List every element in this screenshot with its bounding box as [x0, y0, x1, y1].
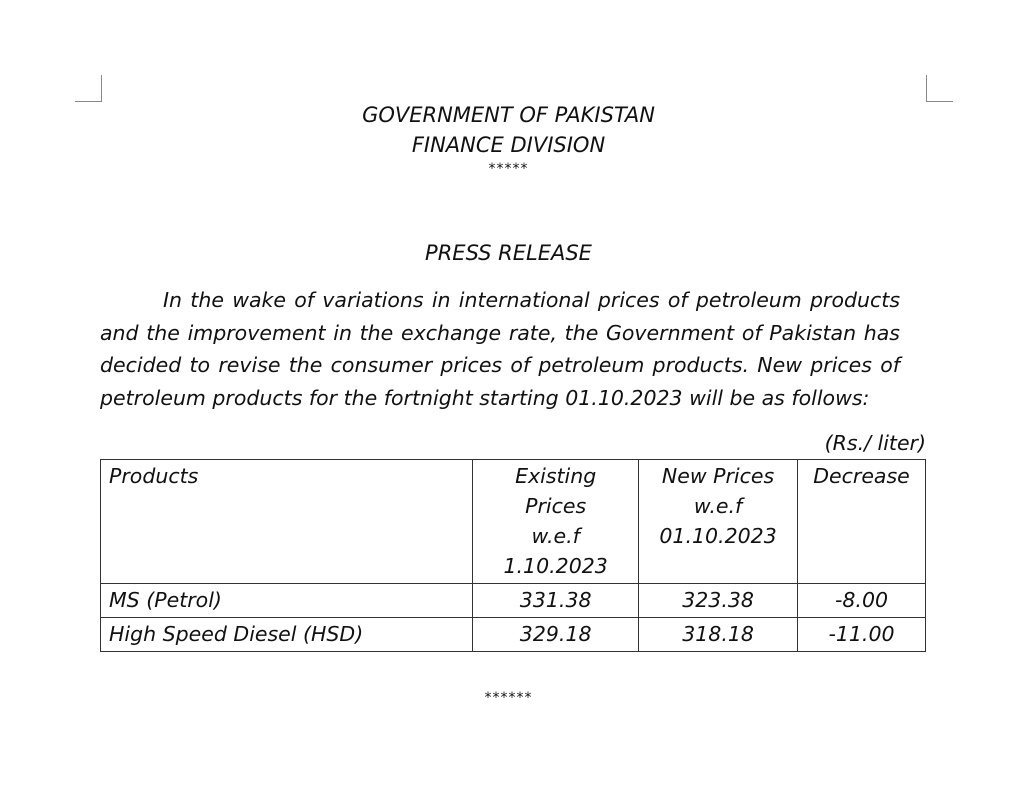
unit-note: (Rs./ liter) — [824, 431, 926, 455]
product-name: MS (Petrol) — [101, 584, 473, 618]
new-price: 318.18 — [639, 618, 798, 652]
letterhead — [0, 100, 1017, 178]
product-name: High Speed Diesel (HSD) — [101, 618, 473, 652]
press-release-title: PRESS RELEASE — [425, 241, 592, 265]
margin-corner-mark-right — [926, 75, 953, 102]
price-table — [100, 459, 926, 652]
price-decrease: -11.00 — [798, 618, 926, 652]
table-header-row — [101, 460, 926, 584]
header-products: Products — [101, 460, 473, 584]
header-existing-prices: Existing Prices w.e.f 1.10.2023 — [473, 460, 639, 584]
division-heading: FINANCE DIVISION — [411, 133, 606, 157]
table-row — [101, 618, 926, 652]
footer-separator-stars: ****** — [484, 690, 533, 706]
header-separator-stars: ***** — [488, 161, 529, 177]
government-heading: GOVERNMENT OF PAKISTAN — [362, 103, 655, 127]
existing-price: 331.38 — [473, 584, 639, 618]
header-decrease: Decrease — [798, 460, 926, 584]
existing-price: 329.18 — [473, 618, 639, 652]
header-new-prices: New Prices w.e.f 01.10.2023 — [639, 460, 798, 584]
margin-corner-mark-left — [75, 75, 102, 102]
body-paragraph: In the wake of variations in international prices of petroleum products and the improvement in the exchange rate, the Government of Pakistan has decided to revise the consumer prices of petroleum products. New prices of petroleum products for the fortnight starting 01.10.2023 will be as follows: — [100, 288, 900, 410]
new-price: 323.38 — [639, 584, 798, 618]
price-decrease: -8.00 — [798, 584, 926, 618]
table-row — [101, 584, 926, 618]
